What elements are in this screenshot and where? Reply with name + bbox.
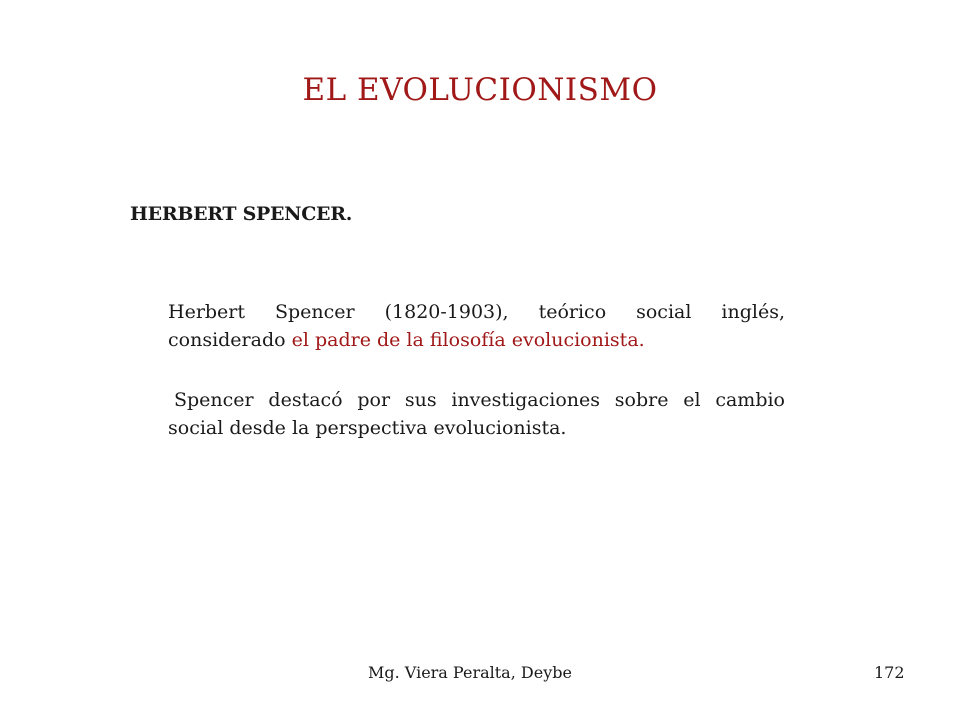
paragraph-1-highlight: el padre de la filosofía evolucionista. [291, 329, 645, 351]
paragraph-2-text: Spencer destacó por sus investigaciones sobre el cambio social desde la perspectiva evolucionista. [168, 389, 785, 439]
paragraph-2 [168, 386, 785, 442]
slide-title: EL EVOLUCIONISMO [302, 72, 658, 108]
paragraph-1 [168, 298, 785, 354]
section-heading: HERBERT SPENCER. [130, 203, 353, 225]
paragraph-1-text: Herbert Spencer (1820-1903), teórico social inglés, considerado [168, 301, 785, 351]
footer-author: Mg. Viera Peralta, Deybe [368, 663, 572, 682]
page-number: 172 [874, 663, 905, 682]
